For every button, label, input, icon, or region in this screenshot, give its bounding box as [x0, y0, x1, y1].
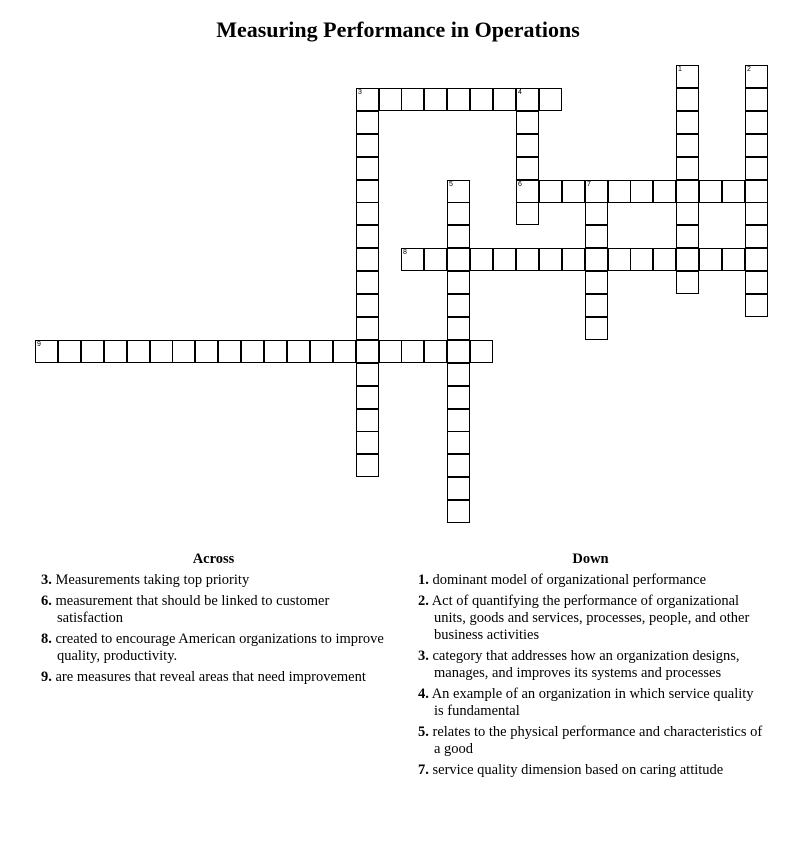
grid-cell[interactable] — [676, 225, 699, 248]
grid-cell[interactable] — [493, 88, 516, 111]
grid-cell[interactable] — [516, 248, 539, 271]
grid-cell[interactable] — [585, 248, 608, 271]
grid-cell[interactable] — [195, 340, 218, 363]
clue-down — [418, 593, 763, 644]
grid-cell[interactable] — [356, 431, 379, 454]
across-clues — [41, 551, 386, 690]
grid-cell[interactable] — [150, 340, 173, 363]
clue-across — [41, 631, 386, 665]
clue-number: 3. — [418, 648, 429, 664]
grid-cell[interactable] — [562, 180, 585, 203]
clue-number: 4. — [418, 686, 429, 702]
cell-number: 2 — [747, 66, 751, 73]
cell-number: 9 — [37, 341, 41, 348]
grid-cell[interactable] — [447, 500, 470, 523]
clue-text: category that addresses how an organization designs, manages, and improves its systems and processes — [432, 648, 740, 681]
grid-cell[interactable] — [447, 294, 470, 317]
grid-cell[interactable] — [356, 157, 379, 180]
clue-number: 1. — [418, 572, 429, 588]
grid-cell[interactable] — [676, 248, 699, 271]
grid-cell[interactable] — [356, 88, 379, 111]
grid-cell[interactable] — [447, 248, 470, 271]
grid-cell[interactable] — [447, 202, 470, 225]
grid-cell[interactable] — [745, 88, 768, 111]
grid-cell[interactable] — [333, 340, 356, 363]
clue-text: created to encourage American organizations to improve quality, productivity. — [55, 631, 384, 664]
grid-cell[interactable] — [676, 157, 699, 180]
grid-cell[interactable] — [447, 88, 470, 111]
clue-down — [418, 724, 763, 758]
grid-cell[interactable] — [356, 317, 379, 340]
clue-text: measurement that should be linked to customer satisfaction — [55, 593, 330, 626]
clue-number: 7. — [418, 762, 429, 778]
grid-cell[interactable] — [287, 340, 310, 363]
grid-cell[interactable] — [539, 180, 562, 203]
clue-text: relates to the physical performance and characteristics of a good — [432, 724, 763, 757]
grid-cell[interactable] — [58, 340, 81, 363]
clue-across — [41, 593, 386, 627]
cell-number: 3 — [358, 89, 362, 96]
grid-cell[interactable] — [356, 111, 379, 134]
cell-number: 8 — [403, 249, 407, 256]
grid-cell[interactable] — [585, 271, 608, 294]
page-title: Measuring Performance in Operations — [216, 17, 580, 42]
grid-cell[interactable] — [539, 88, 562, 111]
grid-cell[interactable] — [608, 180, 631, 203]
grid-cell[interactable] — [699, 248, 722, 271]
grid-cell[interactable] — [608, 248, 631, 271]
grid-cell[interactable] — [356, 225, 379, 248]
grid-cell[interactable] — [356, 409, 379, 432]
clue-text: dominant model of organizational performance — [432, 572, 707, 588]
grid-cell[interactable] — [447, 317, 470, 340]
grid-cell[interactable] — [218, 340, 241, 363]
grid-cell[interactable] — [447, 431, 470, 454]
grid-cell[interactable] — [447, 180, 470, 203]
grid-cell[interactable] — [172, 340, 195, 363]
grid-cell[interactable] — [356, 202, 379, 225]
grid-cell[interactable] — [356, 248, 379, 271]
clue-text: Act of quantifying the performance of organizational units, goods and services, processes, people, and other business activities — [431, 593, 750, 643]
grid-cell[interactable] — [516, 202, 539, 225]
grid-cell[interactable] — [722, 248, 745, 271]
clue-number: 3. — [41, 572, 52, 588]
grid-cell[interactable] — [356, 340, 379, 363]
grid-cell[interactable] — [562, 248, 585, 271]
clue-number: 8. — [41, 631, 52, 647]
grid-cell[interactable] — [745, 271, 768, 294]
grid-cell[interactable] — [676, 88, 699, 111]
grid-cell[interactable] — [470, 248, 493, 271]
clue-text: Measurements taking top priority — [55, 572, 250, 588]
grid-cell[interactable] — [447, 477, 470, 500]
grid-cell[interactable] — [470, 88, 493, 111]
grid-cell[interactable] — [745, 225, 768, 248]
grid-cell[interactable] — [447, 363, 470, 386]
grid-cell[interactable] — [379, 340, 402, 363]
grid-cell[interactable] — [745, 111, 768, 134]
grid-cell[interactable] — [516, 157, 539, 180]
cell-number: 7 — [587, 181, 591, 188]
cell-number: 5 — [449, 181, 453, 188]
grid-cell[interactable] — [447, 340, 470, 363]
across-heading: Across — [192, 551, 235, 567]
clue-number: 5. — [418, 724, 429, 740]
grid-cell[interactable] — [653, 248, 676, 271]
grid-cell[interactable] — [424, 248, 447, 271]
grid-cell[interactable] — [447, 271, 470, 294]
grid-cell[interactable] — [745, 180, 768, 203]
grid-cell[interactable] — [699, 180, 722, 203]
grid-cell[interactable] — [401, 248, 424, 271]
grid-cell[interactable] — [516, 111, 539, 134]
clue-text: are measures that reveal areas that need improvement — [55, 669, 366, 685]
grid-cell[interactable] — [745, 157, 768, 180]
grid-cell[interactable] — [356, 134, 379, 157]
grid-cell[interactable] — [356, 294, 379, 317]
grid-cell[interactable] — [447, 386, 470, 409]
grid-cell[interactable] — [127, 340, 150, 363]
down-heading: Down — [572, 551, 609, 567]
grid-cell[interactable] — [585, 225, 608, 248]
grid-cell[interactable] — [401, 340, 424, 363]
grid-cell[interactable] — [81, 340, 104, 363]
grid-cell[interactable] — [35, 340, 58, 363]
grid-cell[interactable] — [356, 454, 379, 477]
clue-down — [418, 648, 763, 682]
grid-cell[interactable] — [676, 65, 699, 88]
grid-cell[interactable] — [310, 340, 333, 363]
down-clues — [418, 551, 763, 783]
grid-cell[interactable] — [676, 271, 699, 294]
clue-number: 6. — [41, 593, 52, 609]
grid-cell[interactable] — [745, 248, 768, 271]
clue-down — [418, 572, 763, 589]
grid-cell[interactable] — [104, 340, 127, 363]
grid-cell[interactable] — [676, 202, 699, 225]
grid-cell[interactable] — [676, 134, 699, 157]
grid-cell[interactable] — [722, 180, 745, 203]
grid-cell[interactable] — [356, 386, 379, 409]
grid-cell[interactable] — [585, 317, 608, 340]
grid-cell[interactable] — [424, 88, 447, 111]
grid-cell[interactable] — [745, 65, 768, 88]
clue-across — [41, 669, 386, 686]
cell-number: 4 — [518, 89, 522, 96]
grid-cell[interactable] — [676, 111, 699, 134]
clue-number: 2. — [418, 593, 429, 609]
grid-cell[interactable] — [470, 340, 493, 363]
grid-cell[interactable] — [630, 180, 653, 203]
grid-cell[interactable] — [401, 88, 424, 111]
grid-cell[interactable] — [379, 88, 402, 111]
grid-cell[interactable] — [424, 340, 447, 363]
grid-cell[interactable] — [356, 271, 379, 294]
grid-cell[interactable] — [516, 134, 539, 157]
grid-cell[interactable] — [630, 248, 653, 271]
grid-cell[interactable] — [356, 180, 379, 203]
clue-across — [41, 572, 386, 589]
grid-cell[interactable] — [676, 180, 699, 203]
grid-cell[interactable] — [264, 340, 287, 363]
grid-cell[interactable] — [745, 202, 768, 225]
clue-text: An example of an organization in which service quality is fundamental — [431, 686, 754, 719]
cell-number: 1 — [678, 66, 682, 73]
grid-cell[interactable] — [447, 225, 470, 248]
grid-cell[interactable] — [516, 88, 539, 111]
grid-cell[interactable] — [516, 180, 539, 203]
grid-cell[interactable] — [653, 180, 676, 203]
grid-cell[interactable] — [447, 409, 470, 432]
clue-text: service quality dimension based on caring attitude — [432, 762, 724, 778]
grid-cell[interactable] — [493, 248, 516, 271]
cell-number: 6 — [518, 181, 522, 188]
grid-cell[interactable] — [241, 340, 264, 363]
grid-cell[interactable] — [356, 363, 379, 386]
grid-cell[interactable] — [745, 134, 768, 157]
clue-number: 9. — [41, 669, 52, 685]
grid-cell[interactable] — [539, 248, 562, 271]
grid-cell[interactable] — [447, 454, 470, 477]
grid-cell[interactable] — [585, 180, 608, 203]
clue-down — [418, 762, 763, 779]
grid-cell[interactable] — [585, 294, 608, 317]
grid-cell[interactable] — [585, 202, 608, 225]
grid-cell[interactable] — [745, 294, 768, 317]
clue-down — [418, 686, 763, 720]
